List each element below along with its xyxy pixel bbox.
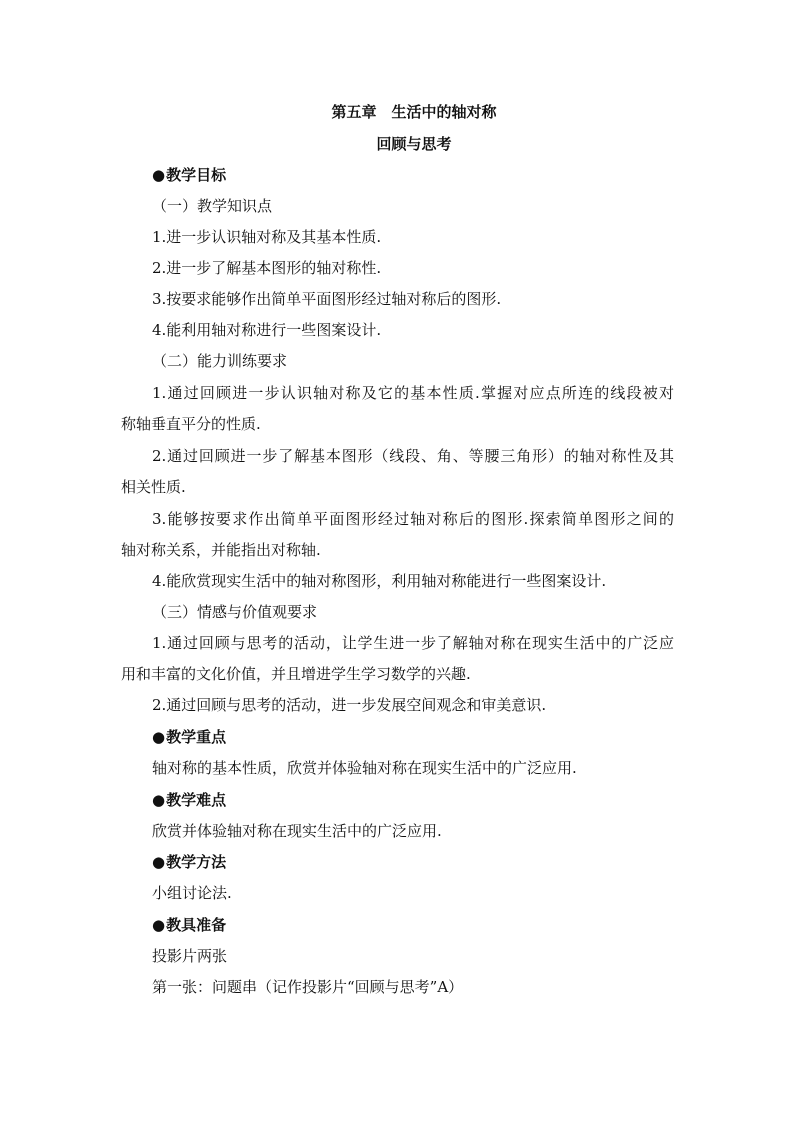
section-heading-key-points: [152, 727, 226, 747]
paragraph-line: 小组讨论法.: [152, 884, 232, 902]
heading-text: 教学难点: [166, 791, 227, 809]
paragraph-line: 用和丰富的文化价值，并且增进学生学习数学的兴趣.: [121, 665, 471, 683]
paragraph-line: 第一张：问题串（记作投影片“回顾与思考”A）: [152, 978, 464, 996]
section-heading-difficulties: [152, 790, 226, 810]
paragraph-line: 4.能欣赏现实生活中的轴对称图形，利用轴对称能进行一些图案设计.: [152, 572, 607, 590]
list-item: 1.进一步认识轴对称及其基本性质.: [152, 228, 382, 246]
list-item: 4.能利用轴对称进行一些图案设计.: [152, 321, 382, 339]
list-item: 2.进一步了解基本图形的轴对称性.: [152, 259, 382, 277]
list-item: 3.按要求能够作出简单平面图形经过轴对称后的图形.: [152, 290, 502, 308]
chapter-title: 第五章 生活中的轴对称: [331, 103, 497, 121]
bullet-icon: ●: [152, 853, 166, 871]
subheading-knowledge: （一）教学知识点: [152, 197, 273, 215]
paragraph-line: 1.通过回顾进一步认识轴对称及它的基本性质.掌握对应点所连的线段被对: [152, 384, 674, 402]
bullet-icon: ●: [152, 791, 166, 809]
paragraph-line: 相关性质.: [121, 478, 186, 496]
bullet-icon: ●: [152, 166, 166, 184]
heading-text: 教具准备: [166, 916, 227, 934]
paragraph-line: 投影片两张: [152, 947, 228, 965]
paragraph-line: 3.能够按要求作出简单平面图形经过轴对称后的图形.探索简单图形之间的: [152, 510, 674, 528]
subheading-ability: （二）能力训练要求: [152, 352, 288, 370]
heading-text: 教学方法: [166, 853, 227, 871]
paragraph-line: 欣赏并体验轴对称在现实生活中的广泛应用.: [152, 822, 442, 840]
heading-text: 教学重点: [166, 728, 227, 746]
paragraph-line: 1.通过回顾与思考的活动，让学生进一步了解轴对称在现实生活中的广泛应: [152, 634, 674, 652]
subheading-values: （三）情感与价值观要求: [152, 603, 318, 621]
paragraph-line: 称轴垂直平分的性质.: [121, 415, 261, 433]
lesson-subtitle: 回顾与思考: [376, 135, 452, 153]
bullet-icon: ●: [152, 728, 166, 746]
paragraph-line: 2.通过回顾与思考的活动，进一步发展空间观念和审美意识.: [152, 696, 547, 714]
bullet-icon: ●: [152, 916, 166, 934]
heading-text: 教学目标: [166, 166, 227, 184]
section-heading-preparation: [152, 915, 226, 935]
paragraph-line: 2.通过回顾进一步了解基本图形（线段、角、等腰三角形）的轴对称性及其: [152, 447, 674, 465]
paragraph-line: 轴对称关系，并能指出对称轴.: [121, 541, 321, 559]
section-heading-objectives: [152, 165, 226, 185]
section-heading-methods: [152, 852, 226, 872]
paragraph-line: 轴对称的基本性质，欣赏并体验轴对称在现实生活中的广泛应用.: [152, 759, 577, 777]
